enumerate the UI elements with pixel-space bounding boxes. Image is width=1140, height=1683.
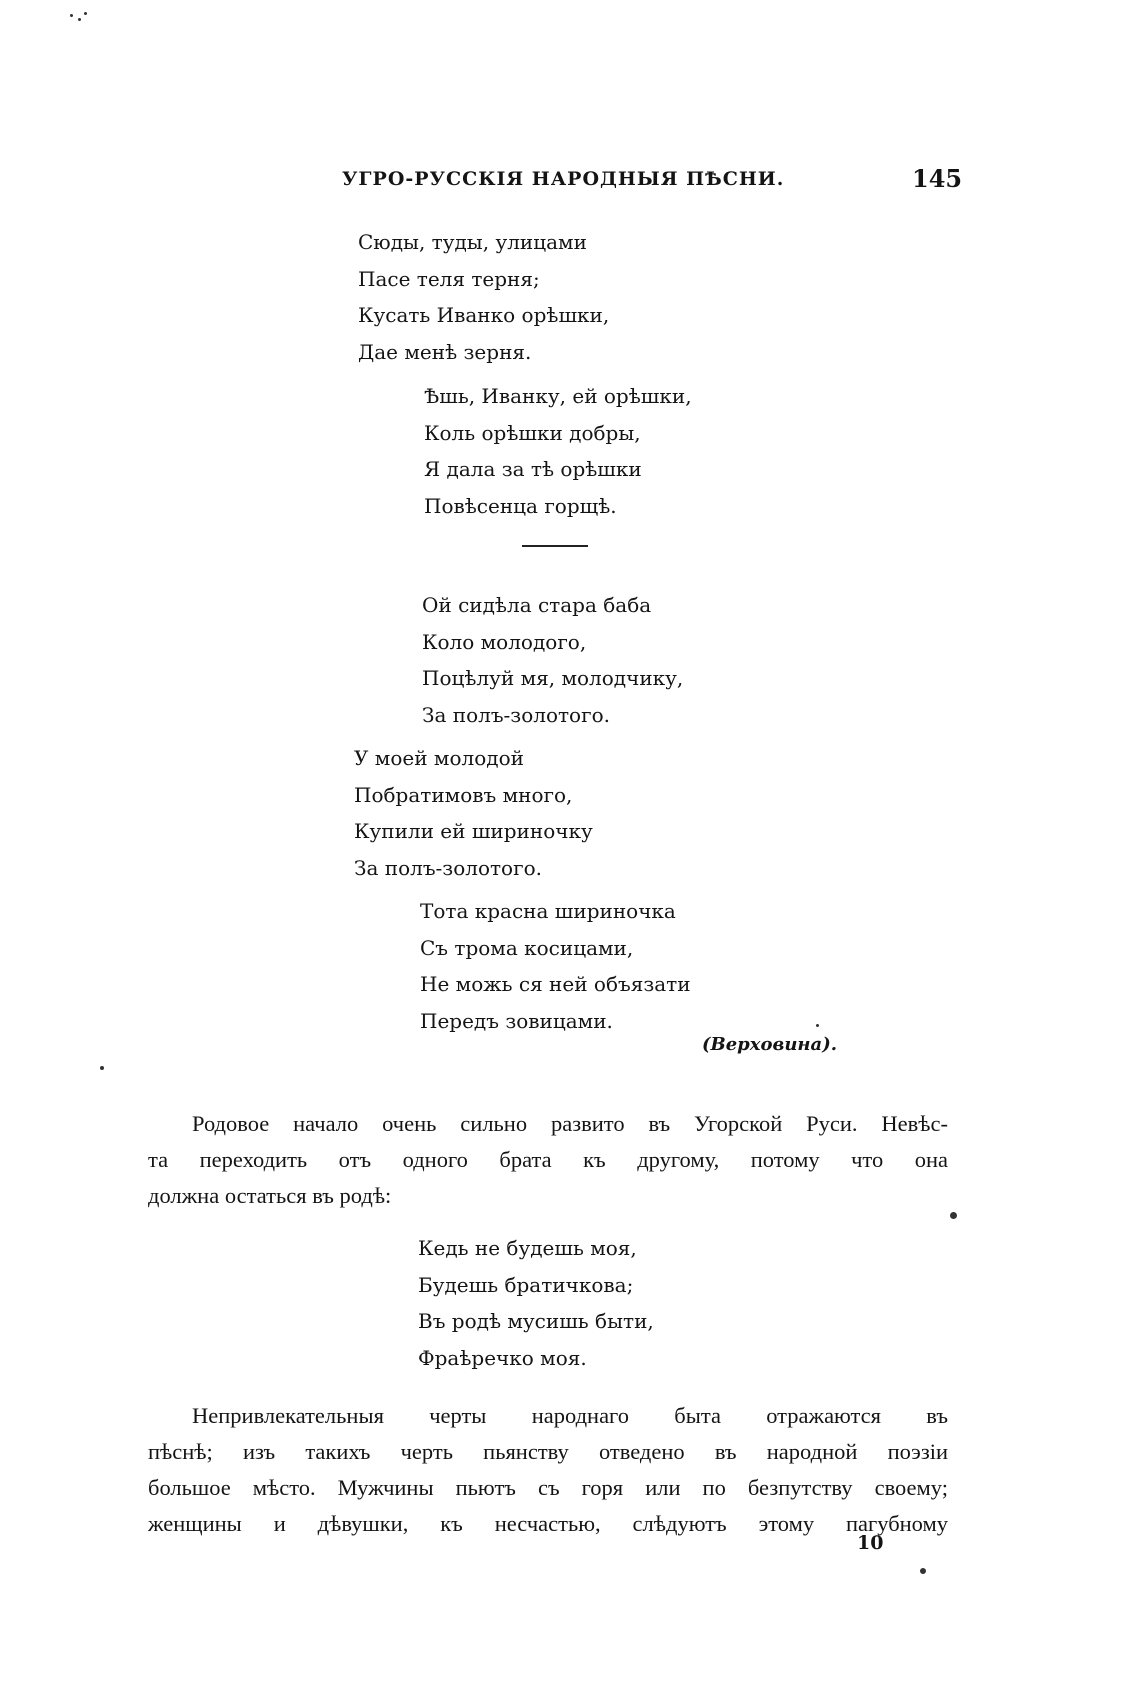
scan-speck (70, 14, 73, 17)
scan-speck (78, 18, 81, 21)
verse-line: Не можь ся ней объязати (420, 972, 691, 996)
scan-speck (100, 1066, 104, 1070)
verse-line: Купили ей шириночку (354, 819, 593, 843)
page-number: 145 (912, 164, 963, 193)
stanza-2 (424, 378, 692, 524)
paragraph-line: Родовое начало очень сильно развито въ Угорской Руси. Невѣс- (192, 1111, 948, 1136)
stanza-5 (420, 893, 691, 1039)
scan-speck (950, 1212, 957, 1219)
scan-speck (816, 1024, 819, 1027)
scan-speck (920, 1568, 926, 1574)
verse-line: Кедь не будешь моя, (418, 1236, 637, 1260)
verse-line: Дае менѣ зерня. (358, 339, 532, 364)
verse-line: Побратимовъ много, (354, 782, 573, 807)
verse-line: Фраѣречко моя. (418, 1345, 587, 1370)
paragraph-drinking (148, 1398, 948, 1542)
section-divider (522, 545, 588, 547)
running-title: УГРО-РУССКІЯ НАРОДНЫЯ ПѢСНИ. (342, 168, 785, 190)
verse-line: Поцѣлуй мя, молодчику, (422, 666, 684, 690)
quote-stanza (418, 1230, 654, 1376)
verse-line: Я дала за тѣ орѣшки (424, 457, 642, 481)
verse-line: Кусать Иванко орѣшки, (358, 303, 610, 327)
source-note: (Верховина). (702, 1034, 837, 1055)
paragraph-line: Непривлекательныя черты народнаго быта отражаются въ (192, 1403, 948, 1428)
verse-line: Коло молодого, (422, 629, 587, 654)
stanza-3 (422, 587, 683, 733)
verse-line: Пасе теля терня; (358, 266, 540, 291)
verse-line: Сюды, туды, улицами (358, 230, 587, 254)
verse-line: Коль орѣшки добры, (424, 420, 641, 445)
verse-line: За полъ-золотого. (422, 702, 610, 727)
verse-line: Тота красна шириночка (420, 899, 676, 923)
verse-line: Въ родѣ мусишь быти, (418, 1309, 654, 1333)
signature-mark: 10 (857, 1532, 884, 1554)
paragraph-kinship (148, 1106, 948, 1214)
verse-line: Ой сидѣла стара баба (422, 593, 652, 617)
verse-line: Ѣшь, Иванку, ей орѣшки, (424, 384, 692, 408)
verse-line: У моей молодой (354, 746, 524, 770)
paragraph-line: должна остаться въ родѣ: (148, 1183, 392, 1208)
stanza-1 (358, 224, 609, 370)
paragraph-line: женщины и дѣвушки, къ несчастью, слѣдуютъ этому пагубному (148, 1511, 948, 1536)
paragraph-line: пѣснѣ; изъ такихъ черть пьянству отведено въ народной поэзіи (148, 1439, 948, 1464)
verse-line: Повѣсенца горщѣ. (424, 493, 617, 518)
scan-speck (84, 12, 87, 15)
verse-line: За полъ-золотого. (354, 855, 542, 880)
paragraph-line: та переходить отъ одного брата къ другому, потому что она (148, 1147, 948, 1172)
paragraph-line: большое мѣсто. Мужчины пьютъ съ горя или по безпутству своему; (148, 1475, 948, 1500)
verse-line: Съ трома косицами, (420, 935, 634, 960)
stanza-4 (354, 740, 593, 886)
verse-line: Передъ зовицами. (420, 1008, 613, 1033)
verse-line: Будешь братичкова; (418, 1272, 634, 1297)
